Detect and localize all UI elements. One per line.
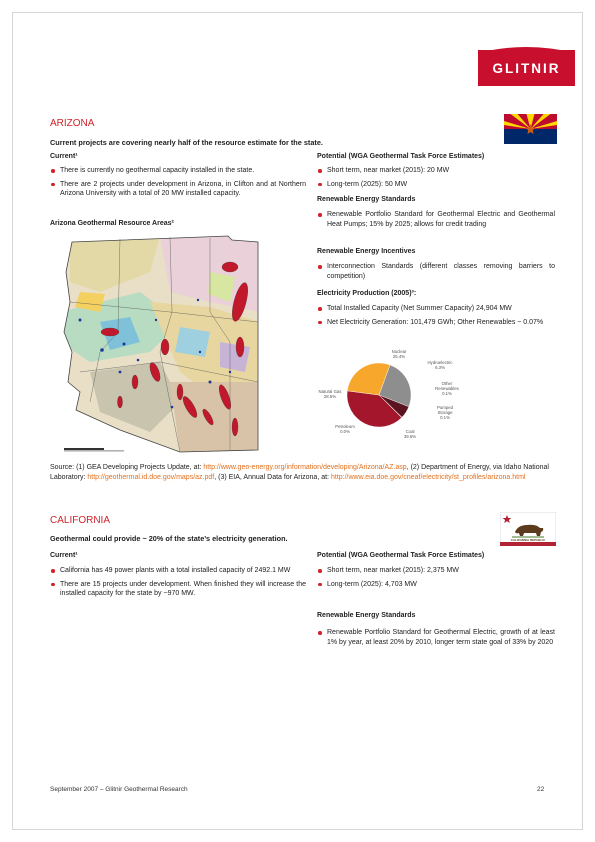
section-title-california: CALIFORNIA (50, 515, 111, 526)
list-item: There are 2 projects under development in Arizona, in Clifton and at Northern Arizona University with a total of 20 MW installed capacity. (50, 180, 306, 199)
california-current-heading: Current¹ (50, 552, 78, 559)
list-item: Long-term (2025): 4,703 MW (317, 580, 555, 590)
list-item: Net Electricity Generation: 101,479 GWh; Other Renewables ~ 0.07% (317, 318, 555, 328)
list-item: There is currently no geothermal capacity installed in the state. (50, 166, 306, 176)
california-flag-text: CALIFORNIA REPUBLIC (510, 538, 546, 542)
arizona-incentives-heading: Renewable Energy Incentives (317, 248, 416, 255)
list-item: Short term, near market (2015): 20 MW (317, 166, 555, 176)
california-potential-heading: Potential (WGA Geothermal Task Force Estimates) (317, 552, 485, 559)
arizona-production-heading: Electricity Production (2005)³: (317, 290, 417, 297)
pie-label-nuclear: Nuclear 25.4% (391, 349, 407, 360)
pie-label-other-renewables: Other Renewables 0.1% (435, 381, 459, 397)
arizona-potential-list (317, 166, 555, 193)
arizona-map-heading: Arizona Geothermal Resource Areas² (50, 220, 174, 227)
source-link-2[interactable]: http://geothermal.id.doe.gov/maps/az.pdf (87, 473, 215, 481)
pie-label-pumped-storage: Pumped Storage 0.1% (436, 405, 453, 421)
pie-label-natural-gas: Natural Gas 28.5% (318, 389, 342, 400)
arizona-current-heading: Current¹ (50, 153, 78, 160)
arizona-flag-icon (504, 114, 557, 144)
list-item: Total Installed Capacity (Net Summer Capacity) 24,904 MW (317, 304, 555, 314)
arizona-potential-heading: Potential (WGA Geothermal Task Force Estimates) (317, 153, 485, 160)
california-res-list (317, 628, 555, 651)
list-item: California has 49 power plants with a total installed capacity of 2492.1 MW (50, 566, 306, 576)
glitnir-logo: GLITNIR (478, 50, 575, 86)
section-title-arizona: ARIZONA (50, 118, 95, 129)
arizona-incentives-list (317, 262, 555, 285)
footer-text: September 2007 – Glitnir Geothermal Research (50, 786, 188, 793)
arizona-geothermal-map (60, 232, 270, 457)
arizona-source-note: Source: (1) GEA Developing Projects Update, at: http://www.geo-energy.org/information/developing/Arizona/AZ.asp, (2) Department of Energy, via Idaho National Laboratory: http://geothermal.id.doe.gov/maps/az.pdf, (3) EIA, Annual Data for Arizona, at: http://www.eia.doe.gov/cneaf/electricity/st_profiles/arizona.html (50, 464, 549, 481)
list-item: Long-term (2025): 50 MW (317, 180, 555, 190)
california-headline: Geothermal could provide ~ 20% of the state’s electricity generation. (50, 534, 288, 543)
source-link-1[interactable]: http://www.geo-energy.org/information/developing/Arizona/AZ.asp (203, 464, 407, 471)
list-item: Renewable Portfolio Standard for Geothermal Electric, growth of at least 1% by year, at least 20% by 2010, longer term state goal of 33% by 2020 (317, 628, 555, 647)
list-item: Interconnection Standards (different classes removing barriers to competition) (317, 262, 555, 281)
pie-label-petroleum: Petroleum 0.0% (335, 424, 355, 435)
arizona-headline: Current projects are covering nearly half of the resource estimate for the state. (50, 138, 323, 147)
electricity-pie-chart (315, 343, 465, 443)
arizona-res-heading: Renewable Energy Standards (317, 196, 416, 203)
arizona-res-list (317, 210, 555, 233)
california-potential-list (317, 566, 555, 593)
list-item: Short term, near market (2015): 2,375 MW (317, 566, 555, 576)
california-current-list (50, 566, 306, 603)
california-res-heading: Renewable Energy Standards (317, 612, 416, 619)
arizona-current-list (50, 166, 306, 203)
list-item: Renewable Portfolio Standard for Geothermal Electric and Geothermal Heat Pumps; 15% by 2025; allows for credit trading (317, 210, 555, 229)
list-item: There are 15 projects under development. When finished they will increase the installed capacity for the state by ~970 MW. (50, 580, 306, 599)
pie-label-coal: Coal 39.6% (403, 429, 417, 440)
arizona-production-list (317, 304, 555, 331)
page-number: 22 (537, 786, 545, 793)
source-link-3[interactable]: http://www.eia.doe.gov/cneaf/electricity/st_profiles/arizona.html (330, 473, 526, 481)
california-flag-icon (500, 512, 556, 546)
pie-label-hydroelectric: Hydroelectric 6.3% (427, 360, 453, 371)
